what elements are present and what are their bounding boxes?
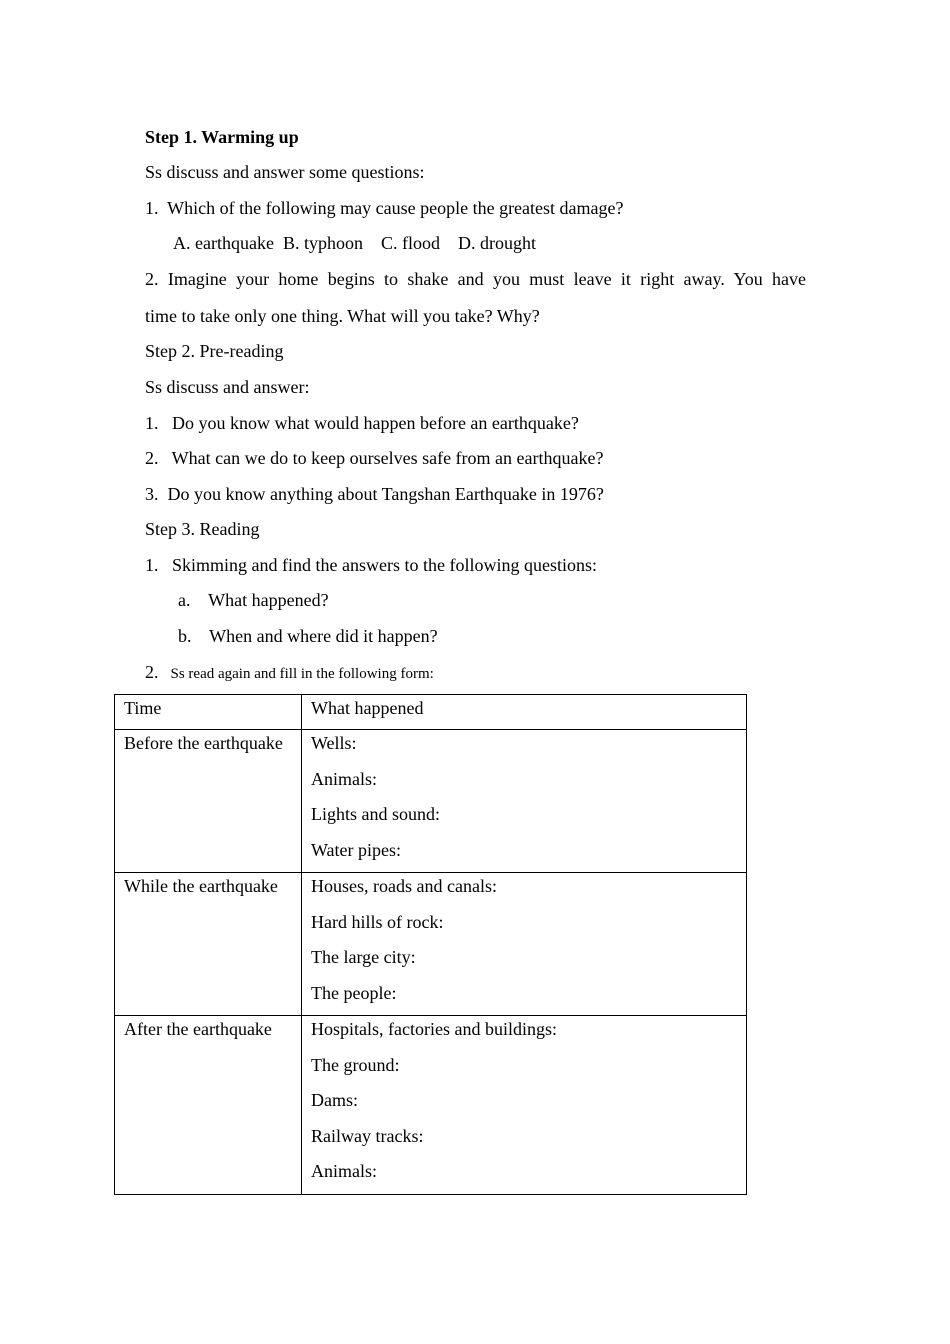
table-row-time: After the earthquake	[115, 1016, 302, 1195]
list-item: Water pipes:	[311, 839, 402, 860]
step1-question-2-line1: 2. Imagine your home begins to shake and you must leave it right away. You have	[145, 269, 806, 289]
list-item: Houses, roads and canals:	[311, 876, 497, 896]
table-row-items	[302, 730, 747, 873]
table-row-items	[302, 873, 747, 1016]
step1-intro: Ss discuss and answer some questions:	[145, 162, 425, 182]
step2-question-2: 2. What can we do to keep ourselves safe from an earthquake?	[145, 448, 604, 468]
step2-heading: Step 2. Pre-reading	[145, 341, 284, 361]
step3-task-2-number: 2.	[145, 662, 159, 682]
step3-heading: Step 3. Reading	[145, 519, 260, 539]
step3-task-1-a: a. What happened?	[178, 590, 329, 610]
step2-question-3: 3. Do you know anything about Tangshan Earthquake in 1976?	[145, 484, 604, 504]
table-row-time: Before the earthquake	[115, 730, 302, 873]
step1-question-1: 1. Which of the following may cause people the greatest damage?	[145, 198, 624, 218]
list-item: Railway tracks:	[311, 1125, 424, 1146]
step3-task-1: 1. Skimming and find the answers to the following questions:	[145, 555, 597, 575]
list-item: Hard hills of rock:	[311, 911, 444, 932]
step3-task-1-b: b. When and where did it happen?	[178, 626, 438, 646]
list-item: Animals:	[311, 768, 377, 789]
step2-intro: Ss discuss and answer:	[145, 377, 310, 397]
list-item: Hospitals, factories and buildings:	[311, 1019, 557, 1039]
list-item: The people:	[311, 982, 397, 1003]
earthquake-form-table	[114, 694, 747, 1195]
step1-question-1-options: A. earthquake B. typhoon C. flood D. drought	[173, 233, 536, 253]
list-item: The large city:	[311, 947, 416, 967]
table-header-what-happened: What happened	[302, 695, 747, 730]
list-item: Dams:	[311, 1090, 358, 1110]
table-header-time: Time	[115, 695, 302, 730]
table-header-row	[115, 695, 747, 730]
step3-task-2	[145, 661, 434, 685]
list-item: Animals:	[311, 1161, 377, 1181]
step2-question-1: 1. Do you know what would happen before an earthquake?	[145, 413, 579, 433]
table-row-items	[302, 1016, 747, 1195]
step3-task-2-text: Ss read again and fill in the following form:	[170, 666, 434, 682]
table-row	[115, 730, 747, 873]
step1-question-2-line2: time to take only one thing. What will you take? Why?	[145, 306, 540, 326]
list-item: The ground:	[311, 1054, 400, 1075]
table-row-time: While the earthquake	[115, 873, 302, 1016]
list-item: Lights and sound:	[311, 804, 440, 824]
step1-heading: Step 1. Warming up	[145, 127, 299, 147]
list-item: Wells:	[311, 733, 357, 753]
table-row	[115, 1016, 747, 1195]
table-row	[115, 873, 747, 1016]
